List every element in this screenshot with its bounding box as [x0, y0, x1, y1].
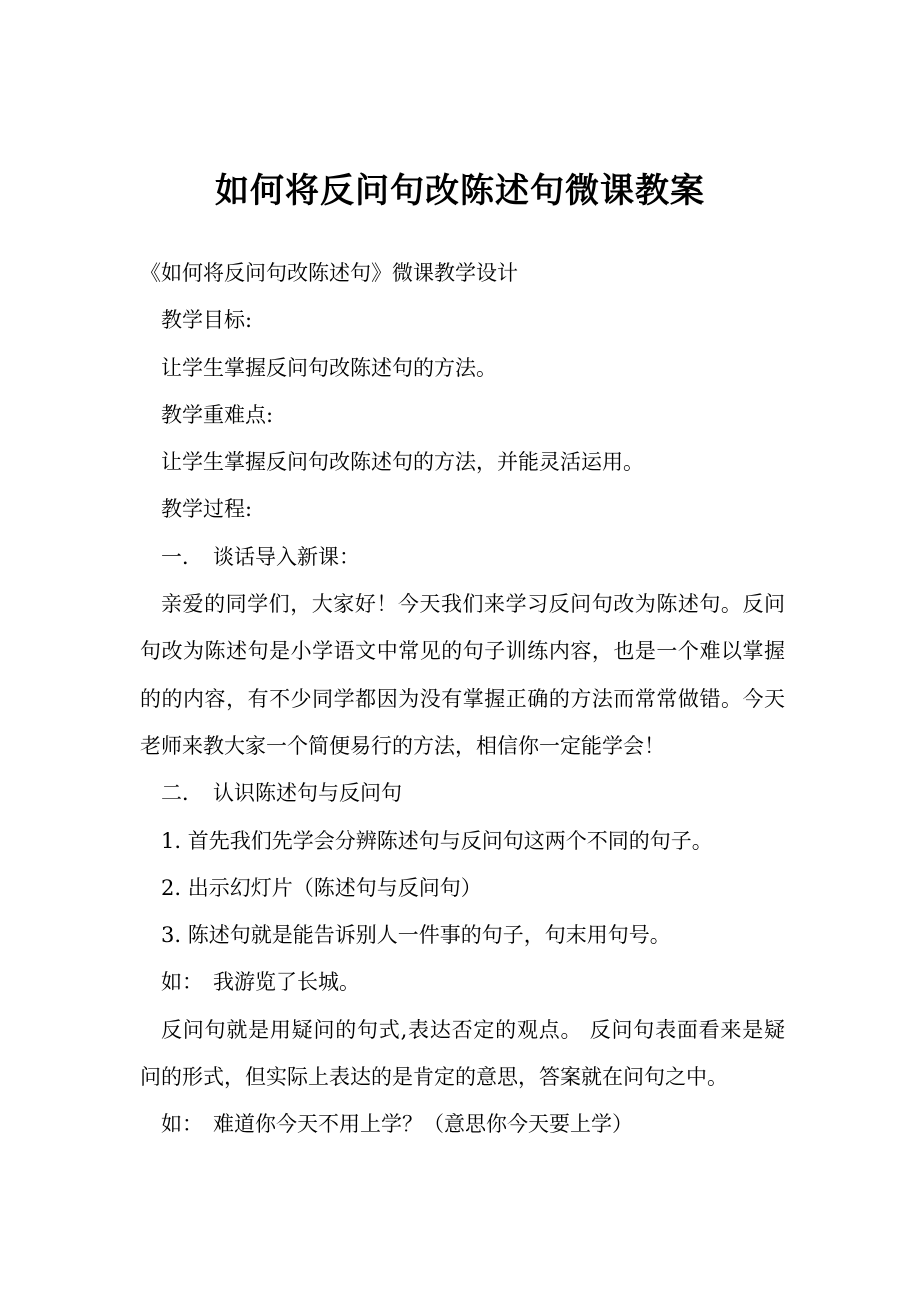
- section-title: 认识陈述句与反问句: [213, 781, 402, 806]
- section-number: 一．: [161, 544, 203, 569]
- section-title: 谈话导入新课：: [213, 544, 360, 569]
- paragraph-line: 亲爱的同学们，大家好！今天我们来学习反问句改为陈述句。反问: [161, 592, 785, 617]
- section-heading-2: [140, 770, 785, 817]
- paragraph-line: 反问句就是用疑问的句式,表达否定的观点。 反问句表面看来是疑: [161, 1017, 785, 1042]
- section-number: 二．: [161, 781, 203, 806]
- example-line: [140, 1101, 785, 1148]
- example-text: 我游览了长城。: [213, 970, 360, 995]
- document-subtitle: 《如何将反问句改陈述句》微课教学设计: [140, 261, 518, 285]
- paragraph-line: 问的形式，但实际上表达的是肯定的意思，答案就在问句之中。: [140, 1065, 728, 1090]
- section-heading-1: [140, 534, 785, 581]
- paragraph-line: 的的内容，有不少同学都因为没有掌握正确的方法而常常做错。今天: [140, 686, 785, 711]
- document-body: [140, 250, 785, 1149]
- example-label: 如：: [161, 1112, 203, 1137]
- list-item: 1. 首先我们先学会分辨陈述句与反问句这两个不同的句子。: [161, 828, 713, 853]
- list-item: 3. 陈述句就是能告诉别人一件事的句子，句末用句号。: [161, 923, 671, 948]
- process-heading: 教学过程:: [161, 497, 253, 522]
- example-line: [140, 959, 785, 1006]
- example-text: 难道你今天不用上学？（意思你今天要上学）: [213, 1112, 633, 1137]
- objective-heading: 教学目标:: [161, 308, 253, 333]
- paragraph-line: 老师来教大家一个简便易行的方法，相信你一定能学会！: [140, 733, 665, 758]
- key-heading: 教学重难点:: [161, 402, 274, 427]
- document-title: 如何将反问句改陈述句微课教案: [215, 171, 705, 211]
- list-item: 2. 出示幻灯片（陈述句与反问句）: [161, 875, 482, 900]
- paragraph-line: 句改为陈述句是小学语文中常见的句子训练内容，也是一个难以掌握: [140, 639, 785, 664]
- objective-text: 让学生掌握反问句改陈述句的方法。: [161, 355, 497, 380]
- key-text: 让学生掌握反问句改陈述句的方法，并能灵活运用。: [161, 450, 644, 475]
- example-label: 如：: [161, 970, 203, 995]
